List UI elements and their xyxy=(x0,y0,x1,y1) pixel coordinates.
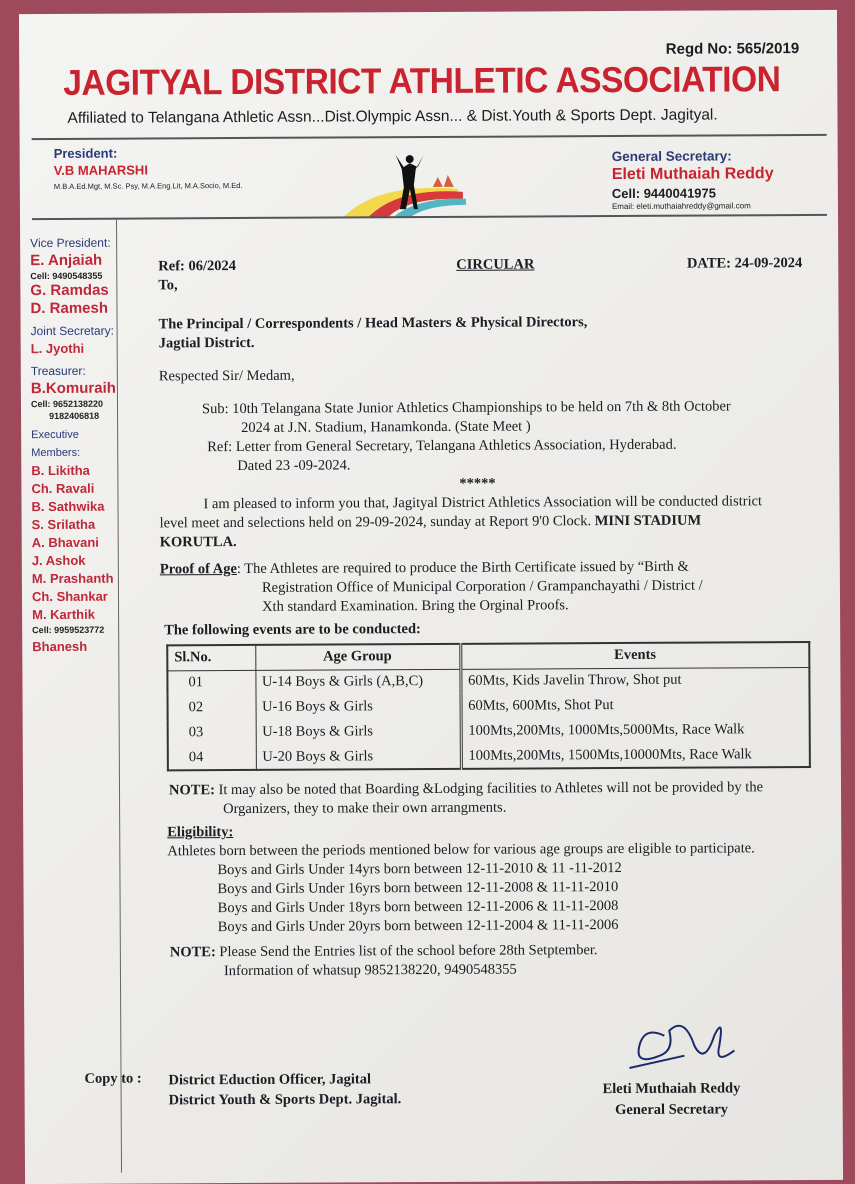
column-header: Sl.No. xyxy=(167,645,255,670)
venue: MINI STADIUM xyxy=(591,512,702,530)
reference: Dated 23 -09-2024. xyxy=(237,457,351,475)
circular-heading: CIRCULAR xyxy=(456,256,535,273)
note-text: Organizers, they to make their own arrangments. xyxy=(223,799,507,818)
venue: KORUTLA. xyxy=(159,534,237,551)
separator: ***** xyxy=(459,475,496,492)
copy-to-label: Copy to : xyxy=(84,1070,142,1087)
exec-label: Executive Members: xyxy=(31,428,81,460)
office-bearers-sidebar xyxy=(30,234,117,656)
member-name: B. Likitha xyxy=(31,462,90,479)
vp-cell: Cell: 9490548355 xyxy=(30,270,103,282)
column-header: Events xyxy=(460,642,809,669)
runner-logo xyxy=(338,147,473,220)
proof-text: : The Athletes are required to produce the Birth Certificate issued by “Birth & xyxy=(236,558,689,578)
signature xyxy=(624,1005,764,1076)
copy-recipient: District Eduction Officer, Jagital xyxy=(168,1071,372,1089)
table-row xyxy=(168,717,810,745)
vp-name: E. Anjaiah xyxy=(30,251,103,270)
treasurer-name: B.Komuraih xyxy=(30,379,116,398)
member-name: M. Karthik xyxy=(32,606,95,623)
table-row xyxy=(168,692,810,720)
member-cell: Cell: 9959523772 xyxy=(32,624,105,636)
eligibility-line: Boys and Girls Under 16yrs born between 12-11-2008 & 11-11-2010 xyxy=(217,879,619,898)
table-cell: 01 xyxy=(167,670,255,695)
eligibility-line: Boys and Girls Under 20yrs born between 12-11-2004 & 11-11-2006 xyxy=(217,917,619,936)
member-name: A. Bhavani xyxy=(31,534,99,551)
note-text: Information of whatsup 9852138220, 9490548355 xyxy=(223,961,517,980)
member-name: J. Ashok xyxy=(31,552,86,569)
eligibility-label: Eligibility: xyxy=(167,824,234,841)
copy-to-list xyxy=(168,1069,401,1110)
treasurer-label: Treasurer: xyxy=(30,363,86,379)
table-cell: U-14 Boys & Girls (A,B,C) xyxy=(255,669,460,695)
table-cell: 60Mts, 600Mts, Shot Put xyxy=(461,692,810,719)
eligibility-intro: Athletes born between the periods mentioned below for various age groups are eligible to participate. xyxy=(167,840,755,860)
signatory xyxy=(603,1078,741,1121)
member-name: Ch. Shankar xyxy=(31,588,108,605)
signatory-name: Eleti Muthaiah Reddy xyxy=(602,1080,741,1098)
member-name: B. Sathwika xyxy=(31,498,105,515)
vp-name: G. Ramdas xyxy=(30,281,109,300)
signatory-title: General Secretary xyxy=(615,1101,729,1119)
subject: 2024 at J.N. Stadium, Hanamkonda. (State Meet ) xyxy=(241,418,531,436)
table-row xyxy=(168,742,810,770)
proof-text: Registration Office of Municipal Corporation / Grampanchayathi / District / xyxy=(261,577,703,596)
president-qualifications: M.B.A.Ed.Mgt, M.Sc. Psy, M.A.Eng.Lit, M.A.Socio, M.Ed. xyxy=(53,180,243,191)
letter-body xyxy=(158,254,822,981)
note-text: Please Send the Entries list of the school before 28th Setptember. xyxy=(215,942,598,961)
copy-recipient: District Youth & Sports Dept. Jagital. xyxy=(168,1091,402,1109)
table-cell: 02 xyxy=(168,695,256,720)
gs-name: Eleti Muthaiah Reddy xyxy=(611,165,774,184)
table-cell: U-18 Boys & Girls xyxy=(256,719,461,745)
note-text: It may also be noted that Boarding &Lodging facilities to Athletes will not be provided by the xyxy=(214,779,764,799)
gs-cell: Cell: 9440041975 xyxy=(611,185,717,202)
member-name: M. Prashanth xyxy=(31,570,114,587)
letter-date: DATE: 24-09-2024 xyxy=(686,255,803,272)
proof-text: Xth standard Examination. Bring the Orginal Proofs. xyxy=(262,597,569,615)
paragraph: I am pleased to inform you that, Jagityal District Athletics Association will be conducted district xyxy=(203,493,763,513)
subject: Sub: 10th Telangana State Junior Athletics Championships to be held on 7th & 8th October xyxy=(201,398,731,418)
table-cell: U-20 Boys & Girls xyxy=(256,744,461,770)
table-row xyxy=(167,667,809,695)
note-label: NOTE: xyxy=(169,944,216,961)
table-cell: U-16 Boys & Girls xyxy=(256,694,461,720)
js-name: L. Jyothi xyxy=(30,340,85,357)
affiliation-line: Affiliated to Telangana Athletic Assn...Dist.Olympic Assn... & Dist.Youth & Sports Dept. Jagityal. xyxy=(67,106,718,127)
js-label: Joint Secretary: xyxy=(30,323,115,339)
vp-name: D. Ramesh xyxy=(30,299,109,318)
association-title: JAGITYAL DISTRICT ATHLETIC ASSOCIATION xyxy=(63,58,781,103)
table-cell: 100Mts,200Mts, 1000Mts,5000Mts, Race Walk xyxy=(461,717,810,744)
gs-label: General Secretary: xyxy=(611,148,732,165)
column-header: Age Group xyxy=(255,644,460,670)
addressee: Jagtial District. xyxy=(158,334,255,352)
vp-label: Vice President: xyxy=(30,235,111,251)
addressee: The Principal / Correspondents / Head Masters & Physical Directors, xyxy=(158,314,588,333)
ref-number: Ref: 06/2024 xyxy=(158,258,237,275)
eligibility-line: Boys and Girls Under 14yrs born between 12-11-2010 & 11 -11-2012 xyxy=(217,860,622,879)
events-table xyxy=(166,641,811,771)
reference: Ref: Letter from General Secretary, Telangana Athletics Association, Hyderabad. xyxy=(207,436,677,456)
table-cell: 100Mts,200Mts, 1500Mts,10000Mts, Race Walk xyxy=(461,742,810,769)
salutation: Respected Sir/ Medam, xyxy=(158,367,295,385)
paragraph: level meet and selections held on 29-09-2024, sunday at Report 9'0 Clock. xyxy=(159,513,592,532)
treasurer-cell: Cell: 9652138220 xyxy=(30,398,104,410)
member-name: Bhanesh xyxy=(32,638,88,655)
eligibility-line: Boys and Girls Under 18yrs born between 12-11-2006 & 11-11-2008 xyxy=(217,898,619,917)
circular-document xyxy=(19,10,843,1184)
note-label: NOTE: xyxy=(168,782,215,799)
table-cell: 60Mts, Kids Javelin Throw, Shot put xyxy=(461,667,810,694)
treasurer-cell: 9182406818 xyxy=(49,410,100,421)
proof-label: Proof of Age xyxy=(159,561,237,578)
member-name: S. Srilatha xyxy=(31,516,96,533)
events-heading: The following events are to be conducted: xyxy=(164,621,421,639)
gs-email: Email: eleti.muthaiahreddy@gmail.com xyxy=(611,201,751,212)
president-label: President: xyxy=(53,145,118,161)
registration-number: Regd No: 565/2019 xyxy=(665,40,800,58)
table-cell: 03 xyxy=(168,720,256,745)
to-line: To, xyxy=(158,277,178,294)
president-name: V.B MAHARSHI xyxy=(53,162,148,178)
table-cell: 04 xyxy=(168,745,256,770)
member-name: Ch. Ravali xyxy=(31,480,95,497)
